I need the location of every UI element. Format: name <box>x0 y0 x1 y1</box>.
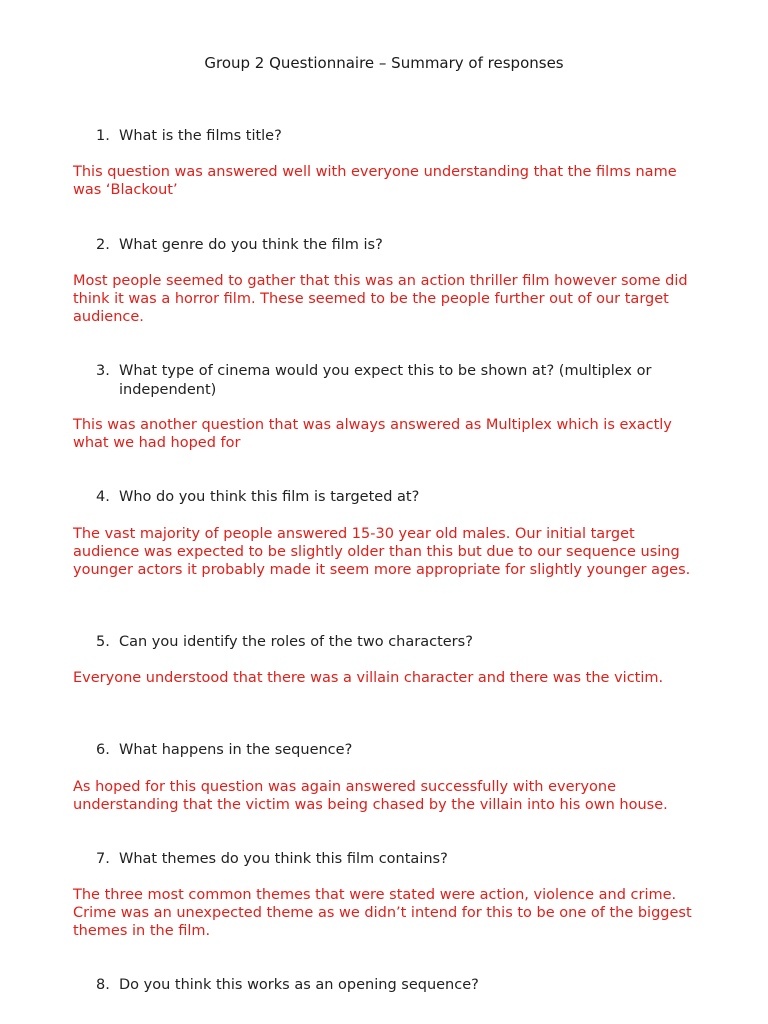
answer-2: Most people seemed to gather that this was an action thriller film however some did think it was a horror film. These seemed to be the people further out of our target audience. <box>73 273 688 326</box>
question-text: Do you think this works as an opening sequence? <box>119 977 479 993</box>
question-number: 2. <box>96 237 110 253</box>
question-text: What themes do you think this film contains? <box>119 851 448 867</box>
question-2 <box>96 236 706 255</box>
question-number: 4. <box>96 489 110 505</box>
question-7 <box>96 850 706 869</box>
question-text: What genre do you think the film is? <box>119 237 383 253</box>
question-number: 3. <box>96 363 110 379</box>
question-6 <box>96 741 706 760</box>
question-5 <box>96 633 706 652</box>
question-8 <box>96 976 706 995</box>
question-1 <box>96 127 706 146</box>
question-text: Who do you think this film is targeted at? <box>119 489 420 505</box>
question-number: 6. <box>96 742 110 758</box>
answer-3: This was another question that was always answered as Multiplex which is exactly what we had hoped for <box>73 417 672 452</box>
answer-5: Everyone understood that there was a villain character and there was the victim. <box>73 670 664 686</box>
answer-6: As hoped for this question was again answered successfully with everyone understanding that the victim was being chased by the villain into his own house. <box>73 779 668 814</box>
question-text: Can you identify the roles of the two characters? <box>119 634 473 650</box>
question-text: What is the films title? <box>119 128 282 144</box>
answer-4: The vast majority of people answered 15-30 year old males. Our initial target audience was expected to be slightly older than this but due to our sequence using younger actors it probably made it seem more appropriate for slightly younger ages. <box>73 526 691 579</box>
question-number: 7. <box>96 851 110 867</box>
question-number: 8. <box>96 977 110 993</box>
document-title: Group 2 Questionnaire – Summary of responses <box>204 54 564 72</box>
question-text: What happens in the sequence? <box>119 742 353 758</box>
answer-1: This question was answered well with everyone understanding that the films name was ‘Blackout’ <box>73 164 677 199</box>
question-number: 5. <box>96 634 110 650</box>
question-4 <box>96 488 706 507</box>
question-text: What type of cinema would you expect this to be shown at? (multiplex or independent) <box>119 363 652 398</box>
question-number: 1. <box>96 128 110 144</box>
answer-7: The three most common themes that were stated were action, violence and crime. Crime was an unexpected theme as we didn’t intend for this to be one of the biggest themes in the film. <box>73 887 692 940</box>
question-3 <box>96 362 706 399</box>
